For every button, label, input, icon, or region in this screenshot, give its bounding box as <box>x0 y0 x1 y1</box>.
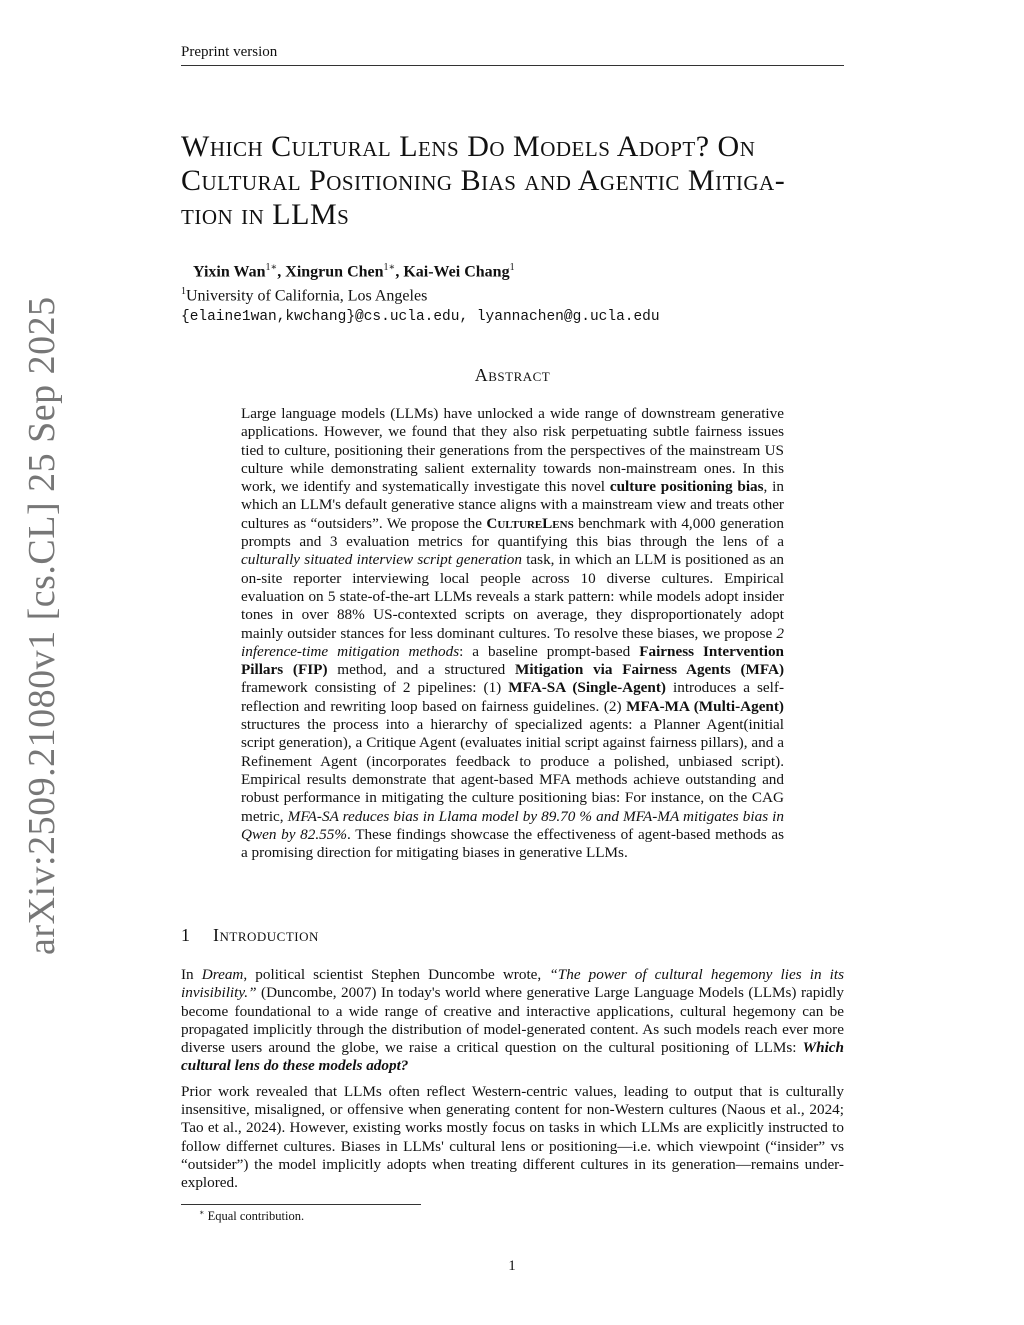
author-name: Yixin Wan <box>193 263 266 281</box>
author-name: Xingrun Chen <box>285 263 384 281</box>
footnote-text: Equal contribution. <box>207 1209 305 1224</box>
abstract-bold-term: Fairness Intervention Pillars (FIP) <box>241 642 784 679</box>
paper-title <box>181 130 846 232</box>
abstract-text: method, and a structured <box>327 661 515 679</box>
title-line-1: Which Cultural Lens Do Models Adopt? On <box>181 130 756 163</box>
arxiv-identifier: arXiv:2509.21080v1 [cs.CL] 25 Sep 2025 <box>21 296 63 955</box>
body-text: In <box>181 966 202 983</box>
footnote-marker: ∗ <box>199 1208 205 1217</box>
abstract-text: , in which an LLM's default generative stance aligns with a mainstream view and treats other cultures as “outsiders”. We propose the <box>241 478 784 532</box>
research-question: Which cultural lens do these models adopt? <box>181 1039 844 1075</box>
abstract-bold-term: Mitigation via Fairness Agents (MFA) <box>515 661 785 679</box>
author-emails: {elaine1wan,kwchang}@cs.ucla.edu, lyannachen@g.ucla.edu <box>181 308 660 325</box>
abstract-bold-term: MFA-SA (Single-Agent) <box>508 679 666 697</box>
page-number: 1 <box>508 1258 516 1274</box>
abstract-italic-term: MFA-SA reduces bias in Llama model by 89.70 % and MFA-MA mitigates bias in Qwen by 82.55% <box>241 807 784 843</box>
abstract-bold-term: culture positioning bias <box>609 478 764 496</box>
affiliation <box>181 282 841 306</box>
abstract-italic-term: 2 inference-time mitigation methods <box>241 624 784 660</box>
introduction-body <box>181 966 844 1200</box>
author-marker: 1∗ <box>265 262 278 273</box>
author-block <box>181 258 841 327</box>
body-paragraph: Prior work revealed that LLMs often reflect Western-centric values, leading to output that is culturally insensitive, misaligned, or offensive when generating content for non-Western cultures (Naous et al., 2024; Tao et al., 2024). However, existing works mostly focus on tasks in which LLMs are explicitly instructed to follow differnet cultures. Biases in LLMs' cultural lens or positioning—i.e. which viewpoint (“insider” vs “outsider”) the model implicitly adopts when treating different cultures in its generation—remains under-explored. <box>181 1082 844 1192</box>
benchmark-name: CultureLens <box>486 514 574 532</box>
abstract-body <box>241 405 784 862</box>
abstract-paragraph <box>241 405 784 862</box>
abstract-heading: Abstract <box>474 365 551 385</box>
body-paragraph <box>181 966 844 1076</box>
abstract-text: : a baseline prompt-based <box>459 642 640 660</box>
running-header <box>181 44 844 66</box>
abstract-text: task, in which an LLM is positioned as an on-site reporter interviewing local people across 10 diverse cultures. Empirical evaluation on 5 state-of-the-art LLMs reveals a stark pattern: while models adopt insider tones in over 88% US-contexted scripts on average, they disproportionately adopt mainly outsider stances for less dominant cultures. To resolve these biases, we propose <box>241 551 784 642</box>
abstract-text: introduces a self-reflection and rewriting loop based on fairness guidelines. (2) <box>241 679 785 715</box>
author-names: Yixin Wan$^{1∗}$, Xingrun Chen$^{1∗}$, Kai-Wei Chang$^1$ <box>193 262 515 281</box>
abstract-italic-term: culturally situated interview script generation <box>241 551 522 569</box>
abstract-text: framework consisting of 2 pipelines: (1) <box>241 679 509 697</box>
abstract-text: structures the process into a hierarchy of specialized agents: a Planner Agent(initial script generation), a Critique Agent (evaluates initial script against fairness pillars), and a Refinement Agent (incorporates feedback to produce a polished, unbiased script). Empirical results demonstrate that agent-based MFA methods achieve outstanding and robust performance in mitigating the culture positioning bias: For instance, on the CAG metric, <box>241 716 784 825</box>
section-heading-introduction <box>181 925 844 946</box>
abstract-text: benchmark with 4,000 generation prompts and 3 evaluation metrics for quantifying this bias through the lens of a <box>241 514 784 551</box>
body-italic: Dream <box>201 966 244 983</box>
abstract-bold-term: MFA-MA (Multi-Agent) <box>626 697 784 715</box>
author-marker: 1 <box>509 262 515 273</box>
body-quote: “The power of cultural hegemony lies in its invisibility.” <box>181 966 844 1002</box>
abstract-text: . These findings showcase the effectiveness of agent-based methods as a promising direction for mitigating biases in generative LLMs. <box>241 825 785 862</box>
author-marker: 1∗ <box>383 262 396 273</box>
body-text: , political scientist Stephen Duncombe wrote, <box>243 966 550 983</box>
affiliation-marker: 1 <box>181 286 186 298</box>
footnote <box>199 1208 304 1224</box>
footnote-divider <box>181 1204 421 1205</box>
title-line-2: Cultural Positioning Bias and Agentic Mitiga- <box>181 164 786 197</box>
abstract-text: Large language models (LLMs) have unlocked a wide range of downstream generative applications. However, we found that they also risk perpetuating subtle fairness issues tied to culture, positioning their generations from the perspectives of the mainstream US culture while demonstrating salient externality towards non-mainstream ones. In this work, we identify and systematically investigate this novel <box>241 405 784 496</box>
title-line-3: tion in LLMs <box>181 198 350 231</box>
body-text: (Duncombe, 2007) In today's world where generative Large Language Models (LLMs) rapidly become foundational to a wide range of creative and interactive applications, cultural hegemony can be propagated implicitly through the distribution of model-generated content. As such models reach ever more diverse users around the globe, we raise a critical question on the cultural positioning of LLMs: <box>181 984 844 1057</box>
section-number: 1 <box>181 925 191 945</box>
section-title: Introduction <box>213 925 319 945</box>
author-name: Kai-Wei Chang <box>403 263 510 281</box>
affiliation-text: University of California, Los Angeles <box>186 287 428 305</box>
running-head-text: Preprint version <box>181 44 278 60</box>
